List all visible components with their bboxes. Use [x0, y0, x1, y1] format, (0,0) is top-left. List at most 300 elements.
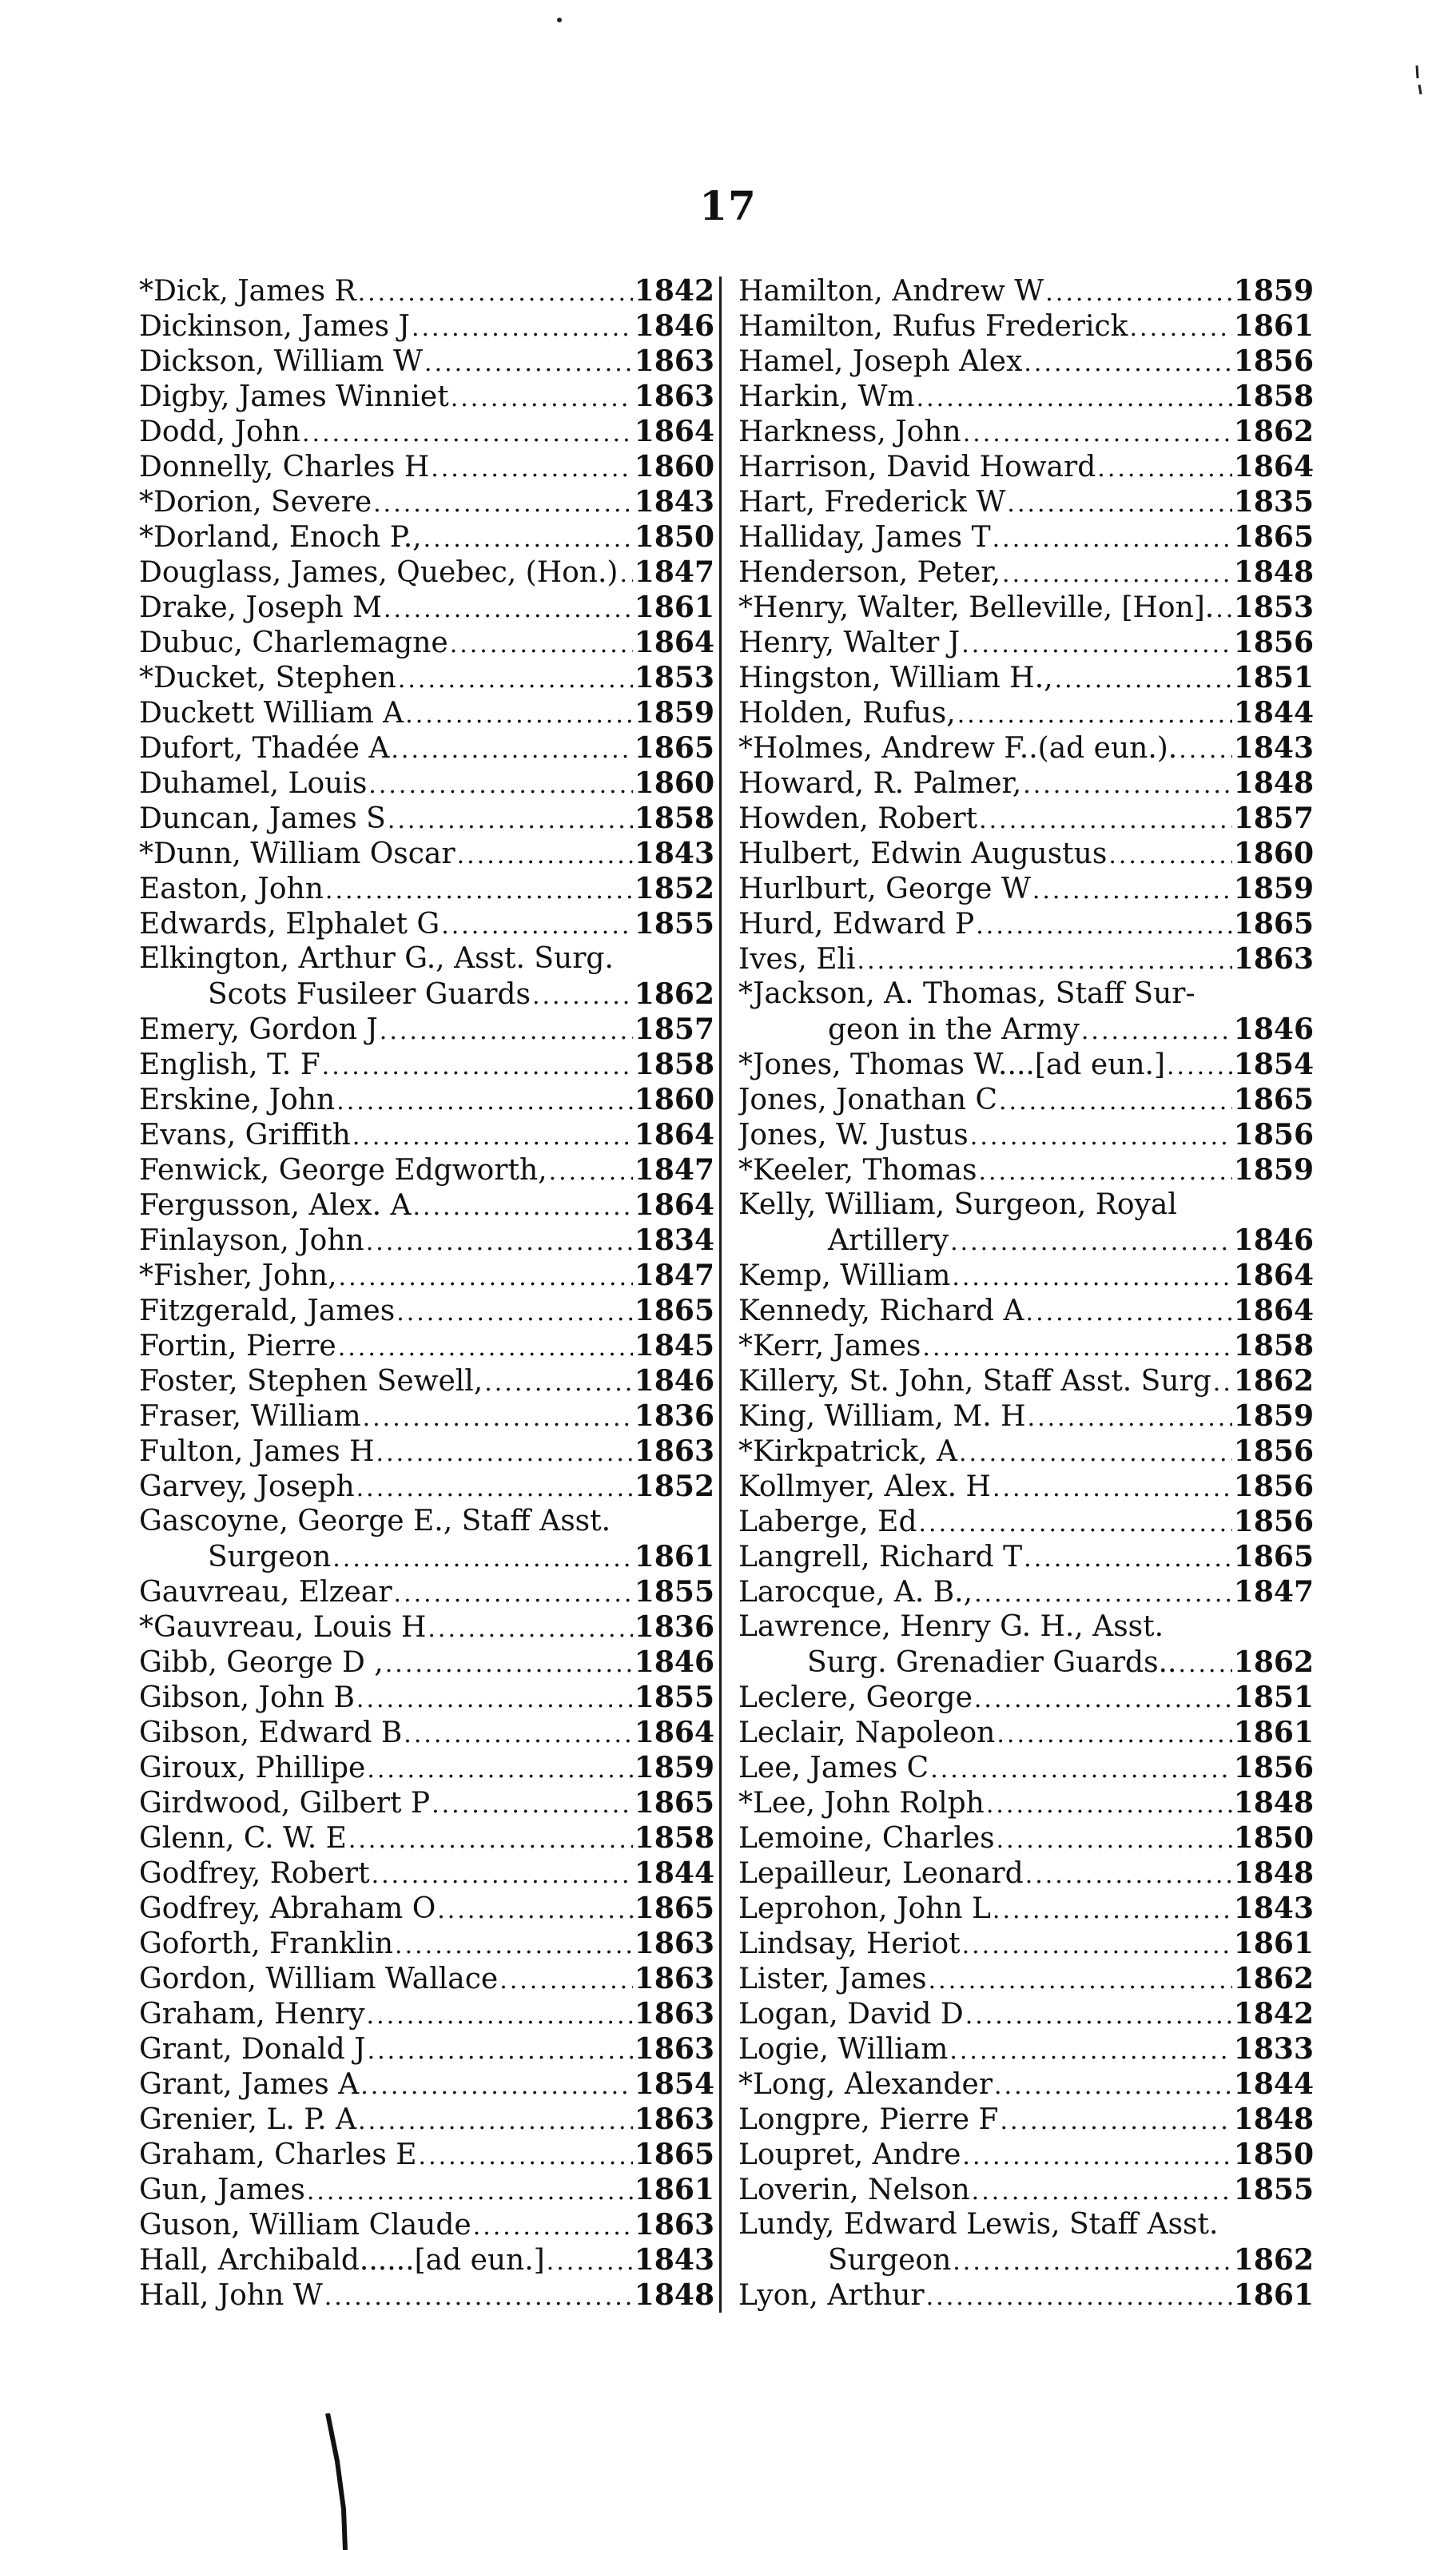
leader-dots	[549, 1155, 633, 1187]
entry-row	[208, 977, 714, 1012]
directory-entry	[738, 1645, 1314, 1680]
entry-row	[738, 1434, 1314, 1469]
entry-name: *Henry, Walter, Belleville, [Hon].	[738, 591, 1215, 624]
leader-dots	[950, 1225, 1232, 1258]
entry-name: *Fisher, John,	[139, 1259, 337, 1292]
leader-dots	[372, 1858, 633, 1891]
directory-entry	[738, 1680, 1314, 1715]
entry-row	[139, 1469, 714, 1504]
entry-name: Kelly, William, Surgeon, Royal	[738, 1188, 1177, 1221]
entry-year: 1861	[1233, 1927, 1314, 1960]
entry-name: Gascoyne, George E., Staff Asst.	[139, 1505, 611, 1538]
entry-year: 1846	[634, 1645, 714, 1679]
leader-dots	[368, 768, 633, 801]
entry-row	[139, 695, 714, 730]
directory-entry	[738, 1609, 1314, 1645]
leader-dots	[930, 1752, 1232, 1785]
entry-row	[139, 2172, 714, 2207]
directory-entry	[738, 1258, 1314, 1293]
entry-row	[738, 273, 1314, 308]
entry-row	[738, 1504, 1314, 1539]
leader-dots	[431, 452, 633, 484]
entry-row	[738, 1609, 1314, 1645]
entry-year: 1865	[634, 1786, 714, 1820]
entry-row	[738, 1539, 1314, 1574]
entry-name: Lepailleur, Leonard	[738, 1857, 1024, 1890]
directory-entry	[139, 519, 714, 555]
directory-entry	[139, 941, 714, 977]
entry-name: Jones, Jonathan C	[738, 1084, 997, 1116]
leader-dots	[919, 1506, 1232, 1539]
directory-entry	[139, 308, 714, 344]
entry-name: Fenwick, George Edgworth,	[139, 1154, 547, 1187]
entry-year: 1865	[1233, 1083, 1314, 1116]
entry-name: Edwards, Elphalet G	[139, 908, 440, 941]
leader-dots	[997, 1823, 1232, 1856]
entry-year: 1844	[634, 1856, 714, 1890]
leader-dots	[1024, 346, 1231, 379]
entry-year: 1865	[1233, 1540, 1314, 1573]
directory-entry	[738, 1539, 1314, 1574]
directory-entry	[738, 1750, 1314, 1785]
entry-row	[139, 1785, 714, 1820]
directory-entry	[738, 2137, 1314, 2172]
entry-name: Graham, Henry	[139, 1998, 365, 2031]
entry-year: 1856	[1233, 626, 1314, 659]
entry-year: 1863	[634, 2102, 714, 2136]
directory-entry	[139, 1152, 714, 1187]
directory-entry	[738, 1926, 1314, 1961]
entry-name: Gauvreau, Elzear	[139, 1576, 392, 1609]
entry-row	[139, 1012, 714, 1047]
leader-dots	[953, 2245, 1232, 2277]
entry-year: 1865	[634, 1294, 714, 1327]
leader-dots	[999, 1084, 1232, 1117]
leader-dots	[457, 838, 633, 871]
entry-row	[738, 484, 1314, 519]
directory-entry	[139, 449, 714, 484]
entry-name: English, T. F	[139, 1048, 320, 1081]
leader-dots	[352, 1120, 633, 1152]
directory-entry	[139, 2277, 714, 2313]
leader-dots	[962, 1928, 1232, 1961]
entry-name: *Kirkpatrick, A	[738, 1435, 957, 1468]
entry-year: 1856	[1233, 1470, 1314, 1503]
entry-year: 1862	[1233, 1962, 1314, 1995]
leader-dots	[959, 1436, 1232, 1469]
column-divider	[719, 276, 722, 2313]
entry-name: Henry, Walter J	[738, 627, 961, 659]
entry-row	[139, 836, 714, 871]
entry-year: 1855	[1233, 2173, 1314, 2206]
entry-year: 1862	[634, 977, 714, 1011]
directory-entry	[738, 1574, 1314, 1609]
leader-dots	[405, 698, 633, 730]
entry-name: Howden, Robert	[738, 802, 978, 835]
entry-name: Dickson, William W	[139, 345, 424, 378]
entry-year: 1856	[1233, 1505, 1314, 1538]
entry-row	[738, 1856, 1314, 1891]
entry-row	[738, 555, 1314, 590]
leader-dots	[385, 1647, 633, 1680]
directory-entry	[139, 1434, 714, 1469]
leader-dots	[398, 662, 633, 695]
entry-row	[738, 414, 1314, 449]
directory-entry	[139, 871, 714, 906]
leader-dots	[1178, 1647, 1231, 1680]
leader-dots	[499, 1963, 633, 1996]
directory-entry	[738, 906, 1314, 941]
directory-entry	[139, 2242, 714, 2277]
directory-entry	[139, 1926, 714, 1961]
directory-entry	[738, 2242, 1314, 2277]
entry-row	[738, 1680, 1314, 1715]
directory-entry	[738, 379, 1314, 414]
directory-entry	[139, 484, 714, 519]
entry-name: *Dorland, Enoch P.,	[139, 521, 422, 554]
entry-row	[738, 625, 1314, 660]
entry-name: Loupret, Andre	[738, 2138, 961, 2171]
entry-name: *Holmes, Andrew F..(ad eun.).	[738, 732, 1178, 765]
directory-entry	[738, 766, 1314, 801]
leader-dots	[451, 381, 633, 414]
entry-row	[139, 1152, 714, 1187]
leader-dots	[532, 979, 633, 1012]
entry-row	[139, 555, 714, 590]
directory-entry	[139, 590, 714, 625]
entry-row	[738, 1926, 1314, 1961]
leader-dots	[1023, 768, 1232, 801]
entry-row	[738, 590, 1314, 625]
entry-row	[139, 1680, 714, 1715]
leader-dots	[1028, 1401, 1232, 1434]
entry-year: 1865	[634, 1892, 714, 1925]
leader-dots	[979, 803, 1232, 836]
directory-entry	[738, 590, 1314, 625]
leader-dots	[1130, 311, 1232, 344]
entry-name: Duhamel, Louis	[139, 767, 368, 800]
leader-dots	[972, 2174, 1232, 2207]
directory-entry	[738, 2067, 1314, 2102]
entry-row	[828, 1223, 1314, 1258]
entry-name: Goforth, Franklin	[139, 1927, 394, 1960]
entry-year: 1863	[634, 2208, 714, 2242]
entry-row	[139, 1047, 714, 1082]
entry-row	[139, 273, 714, 308]
directory-entry	[139, 1293, 714, 1328]
entry-year: 1861	[634, 1540, 714, 1573]
entry-name: Fraser, William	[139, 1400, 361, 1433]
leader-dots	[356, 1682, 633, 1715]
entry-year: 1836	[634, 1399, 714, 1433]
leader-dots	[360, 2069, 633, 2102]
entry-name: Hall, John W	[139, 2279, 323, 2312]
entry-name: Hurd, Edward P	[738, 908, 975, 941]
entry-year: 1852	[634, 872, 714, 905]
directory-entry	[139, 1012, 714, 1047]
directory-entry	[139, 730, 714, 766]
entry-year: 1858	[1233, 380, 1314, 413]
leader-dots	[1007, 487, 1231, 519]
directory-entry	[139, 1469, 714, 1504]
directory-entry	[139, 1820, 714, 1856]
directory-entry	[139, 2172, 714, 2207]
directory-entry	[738, 273, 1314, 308]
leader-dots	[441, 909, 633, 941]
entry-year: 1863	[634, 344, 714, 378]
entry-row	[738, 1996, 1314, 2031]
entry-name: Fulton, James H	[139, 1435, 375, 1468]
leader-dots	[324, 2280, 633, 2313]
entry-name: Easton, John	[139, 873, 324, 905]
entry-year: 1850	[1233, 2138, 1314, 2171]
entry-row	[738, 1750, 1314, 1785]
directory-entry	[139, 1539, 714, 1574]
entry-year: 1859	[634, 696, 714, 730]
entry-row	[139, 2102, 714, 2137]
entry-name: Holden, Rufus,	[738, 697, 956, 730]
entry-row	[139, 1715, 714, 1750]
directory-entry	[139, 906, 714, 941]
entry-name: Lawrence, Henry G. H., Asst.	[738, 1610, 1164, 1643]
directory-entry	[139, 1645, 714, 1680]
entry-name: Gibson, Edward B	[139, 1717, 403, 1749]
entry-name: Kennedy, Richard A	[738, 1295, 1024, 1327]
entry-name: Scots Fusileer Guards	[208, 978, 531, 1011]
directory-entry	[139, 1328, 714, 1363]
entry-name: Henderson, Peter,	[738, 556, 1001, 589]
leader-dots	[978, 1155, 1231, 1187]
leader-dots	[484, 1366, 633, 1398]
entry-name: *Ducket, Stephen	[139, 662, 396, 694]
entry-name: Hamilton, Rufus Frederick	[738, 310, 1128, 343]
entry-year: 1844	[1233, 696, 1314, 730]
entry-row	[738, 1328, 1314, 1363]
entry-year: 1842	[634, 274, 714, 308]
entry-row	[738, 1891, 1314, 1926]
entry-row	[139, 1961, 714, 1996]
entry-year: 1864	[1233, 450, 1314, 483]
leader-dots	[926, 2280, 1232, 2313]
entry-row	[139, 1258, 714, 1293]
leader-dots	[384, 592, 633, 625]
entry-row	[738, 766, 1314, 801]
entry-name: Duckett William A	[139, 697, 404, 730]
entry-name: Digby, James Winniet	[139, 380, 449, 413]
entry-year: 1843	[634, 2243, 714, 2277]
entry-year: 1855	[634, 1681, 714, 1714]
directory-entry	[738, 484, 1314, 519]
directory-entry	[139, 625, 714, 660]
leader-dots	[974, 1682, 1232, 1715]
entry-row	[139, 1926, 714, 1961]
directory-entry	[139, 801, 714, 836]
entry-year: 1843	[634, 837, 714, 870]
entry-row	[738, 1187, 1314, 1223]
entry-row	[139, 801, 714, 836]
directory-entry	[738, 2172, 1314, 2207]
entry-name: Logie, William	[738, 2033, 949, 2066]
entry-row	[738, 1258, 1314, 1293]
leader-dots	[929, 1963, 1232, 1996]
entry-name: Gibson, John B	[139, 1681, 355, 1714]
entry-row	[139, 344, 714, 379]
leader-dots	[976, 909, 1232, 941]
directory-entry	[738, 871, 1314, 906]
entry-year: 1862	[1233, 2243, 1314, 2277]
directory-entry	[139, 1891, 714, 1926]
entry-row	[139, 449, 714, 484]
entry-year: 1851	[1233, 1681, 1314, 1714]
entry-year: 1854	[1233, 1048, 1314, 1081]
directory-entry	[738, 2031, 1314, 2067]
entry-year: 1864	[634, 1716, 714, 1749]
directory-entry	[738, 1223, 1314, 1258]
leader-dots	[1081, 1014, 1232, 1047]
entry-year: 1850	[634, 520, 714, 554]
entry-row	[828, 2242, 1314, 2277]
entry-row	[139, 1574, 714, 1609]
entry-row	[139, 414, 714, 449]
leader-dots	[424, 346, 633, 379]
entry-row	[738, 1047, 1314, 1082]
directory-entry	[738, 1961, 1314, 1996]
entry-year: 1862	[1233, 415, 1314, 448]
directory-entry	[738, 1785, 1314, 1820]
entry-row	[208, 1539, 714, 1574]
entry-row	[139, 1328, 714, 1363]
entry-name: Hurlburt, George W	[738, 873, 1031, 905]
entry-name: Douglass, James, Quebec, (Hon.)	[139, 556, 619, 589]
directory-entry	[139, 1398, 714, 1434]
entry-row	[139, 2207, 714, 2242]
entry-name: Grant, Donald J	[139, 2033, 366, 2066]
entry-name: Gibb, George D ,	[139, 1646, 384, 1679]
leader-dots	[396, 1295, 633, 1328]
entry-year: 1844	[1233, 2067, 1314, 2101]
leader-dots	[358, 276, 633, 308]
directory-entry	[738, 1082, 1314, 1117]
entry-name: Donnelly, Charles H	[139, 451, 430, 483]
entry-year: 1856	[1233, 1434, 1314, 1468]
entry-name: Hart, Frederick W	[738, 486, 1006, 519]
entry-row	[738, 308, 1314, 344]
entry-year: 1845	[634, 1329, 714, 1363]
directory-entry	[139, 1223, 714, 1258]
entry-name: Leclair, Napoleon	[738, 1717, 996, 1749]
entry-name: Halliday, James T	[738, 521, 991, 554]
directory-entry	[139, 1574, 714, 1609]
entry-name: Hamel, Joseph Alex	[738, 345, 1023, 378]
directory-entry	[738, 801, 1314, 836]
entry-name: Guson, William Claude	[139, 2209, 471, 2242]
entry-name: Dufort, Thadée A	[139, 732, 390, 765]
directory-entry	[139, 1082, 714, 1117]
entry-name: Gun, James	[139, 2174, 305, 2206]
entry-name: Gordon, William Wallace	[139, 1963, 499, 1995]
entry-name: Larocque, A. B.,	[738, 1576, 973, 1609]
entry-row	[139, 1750, 714, 1785]
entry-name: Finlayson, John	[139, 1224, 364, 1257]
leader-dots	[1213, 1366, 1232, 1398]
entry-name: Fitzgerald, James	[139, 1295, 396, 1327]
entry-row	[738, 1820, 1314, 1856]
leader-dots	[336, 1084, 633, 1117]
entry-row	[139, 730, 714, 766]
entry-name: Giroux, Phillipe	[139, 1752, 366, 1784]
directory-entry	[738, 1152, 1314, 1187]
entry-name: *Lee, John Rolph	[738, 1787, 985, 1820]
entry-year: 1865	[1233, 907, 1314, 941]
entry-year: 1846	[634, 1364, 714, 1398]
entry-name: Drake, Joseph M	[139, 591, 382, 624]
entry-name: Dodd, John	[139, 416, 300, 448]
leader-dots	[993, 522, 1232, 555]
leader-dots	[428, 1612, 632, 1645]
entry-name: Lee, James C	[738, 1752, 929, 1784]
leader-dots	[1000, 2104, 1231, 2137]
entry-row	[738, 906, 1314, 941]
entry-row	[139, 625, 714, 660]
leader-dots	[338, 1331, 633, 1363]
leader-dots	[993, 1893, 1232, 1926]
entry-row	[738, 1574, 1314, 1609]
entry-year: 1863	[634, 1962, 714, 1995]
entry-year: 1846	[634, 309, 714, 343]
entry-row	[139, 1996, 714, 2031]
leader-dots	[437, 1893, 633, 1926]
leader-dots	[1055, 662, 1232, 695]
directory-entry	[139, 2102, 714, 2137]
entry-row	[139, 1187, 714, 1223]
entry-name: Ives, Eli	[738, 943, 856, 976]
entry-name: Emery, Gordon J	[139, 1013, 378, 1046]
leader-dots	[949, 2034, 1231, 2067]
entry-year: 1859	[1233, 1153, 1314, 1187]
entry-name: Langrell, Richard T	[738, 1541, 1023, 1573]
entry-row	[139, 1856, 714, 1891]
entry-year: 1843	[1233, 731, 1314, 765]
entry-year: 1861	[1233, 1716, 1314, 1749]
entry-name: *Dorion, Severe	[139, 486, 372, 519]
entry-name: *Kerr, James	[738, 1330, 921, 1363]
entry-year: 1860	[634, 1083, 714, 1116]
entry-row	[139, 379, 714, 414]
entry-name: Girdwood, Gilbert P	[139, 1787, 431, 1820]
entry-year: 1856	[1233, 1751, 1314, 1784]
entry-row	[139, 871, 714, 906]
leader-dots	[970, 1120, 1232, 1152]
entry-name: Harkin, Wm	[738, 380, 915, 413]
leader-dots	[404, 1717, 633, 1750]
directory-entry	[738, 1715, 1314, 1750]
leader-dots	[432, 1788, 633, 1820]
entry-year: 1846	[1233, 1223, 1314, 1257]
entry-year: 1859	[1233, 872, 1314, 905]
entry-year: 1864	[1233, 1294, 1314, 1327]
directory-entry	[738, 519, 1314, 555]
leader-dots	[994, 2069, 1232, 2102]
entry-row	[139, 941, 714, 977]
directory-entry	[738, 1012, 1314, 1047]
entry-row	[738, 2277, 1314, 2313]
entry-year: 1858	[634, 1821, 714, 1855]
margin-mark-icon	[1414, 64, 1422, 96]
entry-year: 1865	[1233, 520, 1314, 554]
entry-name: Erskine, John	[139, 1084, 336, 1116]
entry-row	[139, 766, 714, 801]
binding-mark-icon	[320, 2413, 368, 2550]
